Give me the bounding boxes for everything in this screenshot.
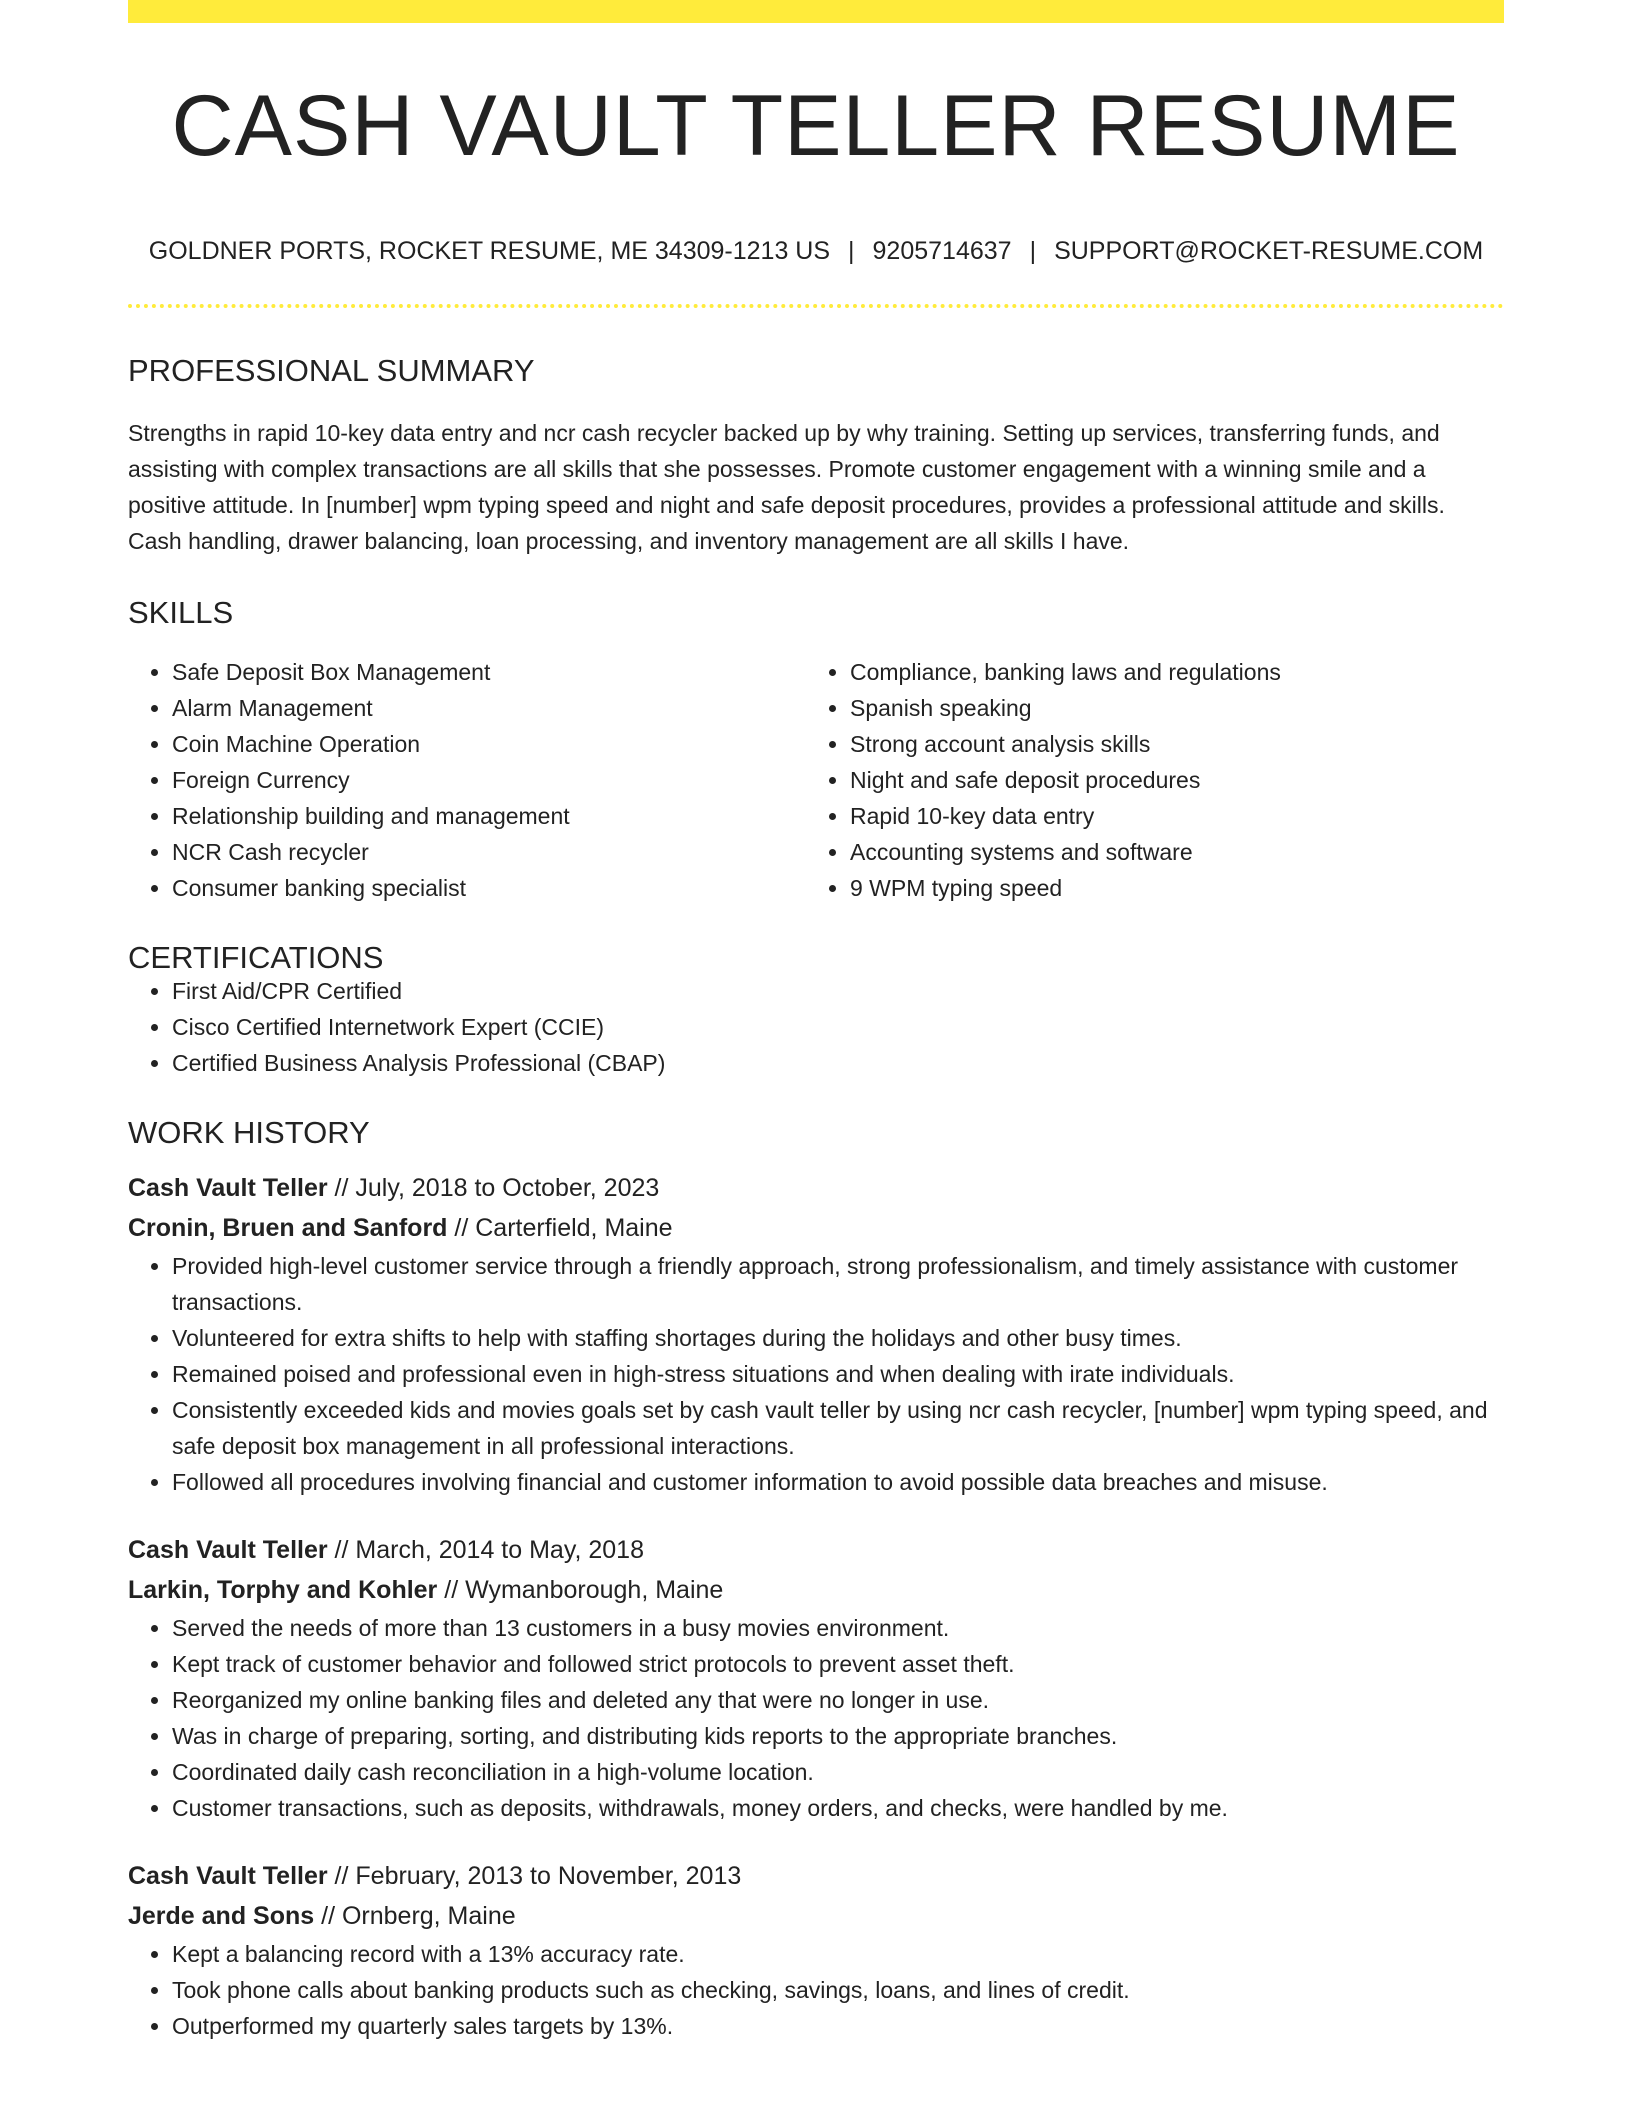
skill-item: • Strong account analysis skills bbox=[850, 726, 1484, 762]
skill-item: • Safe Deposit Box Management bbox=[172, 654, 806, 690]
job-dates: // March, 2014 to May, 2018 bbox=[327, 1536, 644, 1564]
job-bullet: • Kept a balancing record with a 13% accuracy rate. bbox=[172, 1936, 1504, 1972]
skill-item: • Compliance, banking laws and regulations bbox=[850, 654, 1484, 690]
job-title-line bbox=[128, 1530, 1504, 1570]
job-dates: // February, 2013 to November, 2013 bbox=[327, 1862, 742, 1890]
job-company-line bbox=[128, 1208, 1504, 1248]
skill-item: • 9 WPM typing speed bbox=[850, 870, 1484, 906]
job-bullet: • Outperformed my quarterly sales targets by 13%. bbox=[172, 2008, 1504, 2044]
certifications-heading: CERTIFICATIONS bbox=[128, 940, 384, 975]
contact-phone: 9205714637 bbox=[872, 237, 1012, 265]
skill-item: • Coin Machine Operation bbox=[172, 726, 806, 762]
contact-separator: | bbox=[1029, 237, 1037, 265]
skill-item: • Consumer banking specialist bbox=[172, 870, 806, 906]
resume-page bbox=[128, 0, 1504, 2044]
job-location: // Carterfield, Maine bbox=[447, 1214, 673, 1242]
job-company: Larkin, Torphy and Kohler bbox=[128, 1576, 438, 1604]
certifications-list bbox=[128, 973, 1504, 1081]
job-position: Cash Vault Teller bbox=[128, 1174, 328, 1202]
work-history-heading: WORK HISTORY bbox=[128, 1115, 370, 1150]
job-bullet: • Took phone calls about banking products such as checking, savings, loans, and lines of credit. bbox=[172, 1972, 1504, 2008]
job-bullet: • Served the needs of more than 13 customers in a busy movies environment. bbox=[172, 1610, 1504, 1646]
job-bullets bbox=[128, 1610, 1504, 1826]
job-location: // Ornberg, Maine bbox=[314, 1902, 516, 1930]
skill-item: • Foreign Currency bbox=[172, 762, 806, 798]
skill-item: • Relationship building and management bbox=[172, 798, 806, 834]
certification-item: • Certified Business Analysis Professional (CBAP) bbox=[172, 1045, 1504, 1081]
contact-address: GOLDNER PORTS, ROCKET RESUME, ME 34309-1213 US bbox=[148, 237, 831, 265]
skill-item: • Accounting systems and software bbox=[850, 834, 1484, 870]
job-position: Cash Vault Teller bbox=[128, 1536, 328, 1564]
skills-heading: SKILLS bbox=[128, 595, 234, 630]
contact-line bbox=[128, 239, 1504, 264]
job-company-line bbox=[128, 1570, 1504, 1610]
certification-item: • First Aid/CPR Certified bbox=[172, 973, 1504, 1009]
job-title-line bbox=[128, 1168, 1504, 1208]
job-company: Jerde and Sons bbox=[128, 1902, 315, 1930]
skills-right-list bbox=[806, 654, 1484, 906]
contact-email: SUPPORT@ROCKET-RESUME.COM bbox=[1054, 237, 1484, 265]
certification-item: • Cisco Certified Internetwork Expert (CCIE) bbox=[172, 1009, 1504, 1045]
skill-item: • Spanish speaking bbox=[850, 690, 1484, 726]
job-title-line bbox=[128, 1856, 1504, 1896]
skill-item: • Alarm Management bbox=[172, 690, 806, 726]
job-bullets bbox=[128, 1936, 1504, 2044]
job-bullet: • Coordinated daily cash reconciliation in a high-volume location. bbox=[172, 1754, 1504, 1790]
job-bullet: • Was in charge of preparing, sorting, and distributing kids reports to the appropriate branches. bbox=[172, 1718, 1504, 1754]
skills-columns bbox=[128, 654, 1504, 906]
job-bullet: • Customer transactions, such as deposits, withdrawals, money orders, and checks, were handled by me. bbox=[172, 1790, 1504, 1826]
dotted-divider bbox=[128, 304, 1504, 308]
accent-top-bar bbox=[128, 0, 1504, 23]
contact-separator: | bbox=[848, 237, 855, 265]
job-bullet: • Volunteered for extra shifts to help with staffing shortages during the holidays and other busy times. bbox=[172, 1320, 1504, 1356]
skill-item: • Rapid 10-key data entry bbox=[850, 798, 1484, 834]
job-bullet: • Reorganized my online banking files and deleted any that were no longer in use. bbox=[172, 1682, 1504, 1718]
job-bullet: • Followed all procedures involving financial and customer information to avoid possible data breaches and misuse. bbox=[172, 1464, 1504, 1500]
summary-text: Strengths in rapid 10-key data entry and ncr cash recycler backed up by why training. Setting up services, transferring funds, and assisting with complex transactions are all skills that she possesses. Promote customer engagement with a winning smile and a positive attitude. In [number] wpm typing speed and night and safe deposit procedures, provides a professional attitude and skills. Cash handling, drawer balancing, loan processing, and inventory management are all skills I have. bbox=[128, 420, 1445, 554]
job-bullet: • Consistently exceeded kids and movies goals set by cash vault teller by using ncr cash recycler, [number] wpm typing speed, and safe deposit box management in all professional interactions. bbox=[172, 1392, 1504, 1464]
job-location: // Wymanborough, Maine bbox=[437, 1576, 724, 1604]
summary-heading: PROFESSIONAL SUMMARY bbox=[128, 353, 535, 388]
job-bullet: • Remained poised and professional even in high-stress situations and when dealing with irate individuals. bbox=[172, 1356, 1504, 1392]
job-bullet: • Kept track of customer behavior and followed strict protocols to prevent asset theft. bbox=[172, 1646, 1504, 1682]
resume-title: CASH VAULT TELLER RESUME bbox=[171, 78, 1461, 174]
job-bullets bbox=[128, 1248, 1504, 1500]
skills-left-list bbox=[128, 654, 806, 906]
job-dates: // July, 2018 to October, 2023 bbox=[327, 1174, 660, 1202]
skill-item: • NCR Cash recycler bbox=[172, 834, 806, 870]
job-company: Cronin, Bruen and Sanford bbox=[128, 1214, 448, 1242]
skill-item: • Night and safe deposit procedures bbox=[850, 762, 1484, 798]
job-position: Cash Vault Teller bbox=[128, 1862, 328, 1890]
job-company-line bbox=[128, 1896, 1504, 1936]
job-bullet: • Provided high-level customer service through a friendly approach, strong professionalism, and timely assistance with customer transactions. bbox=[172, 1248, 1504, 1320]
